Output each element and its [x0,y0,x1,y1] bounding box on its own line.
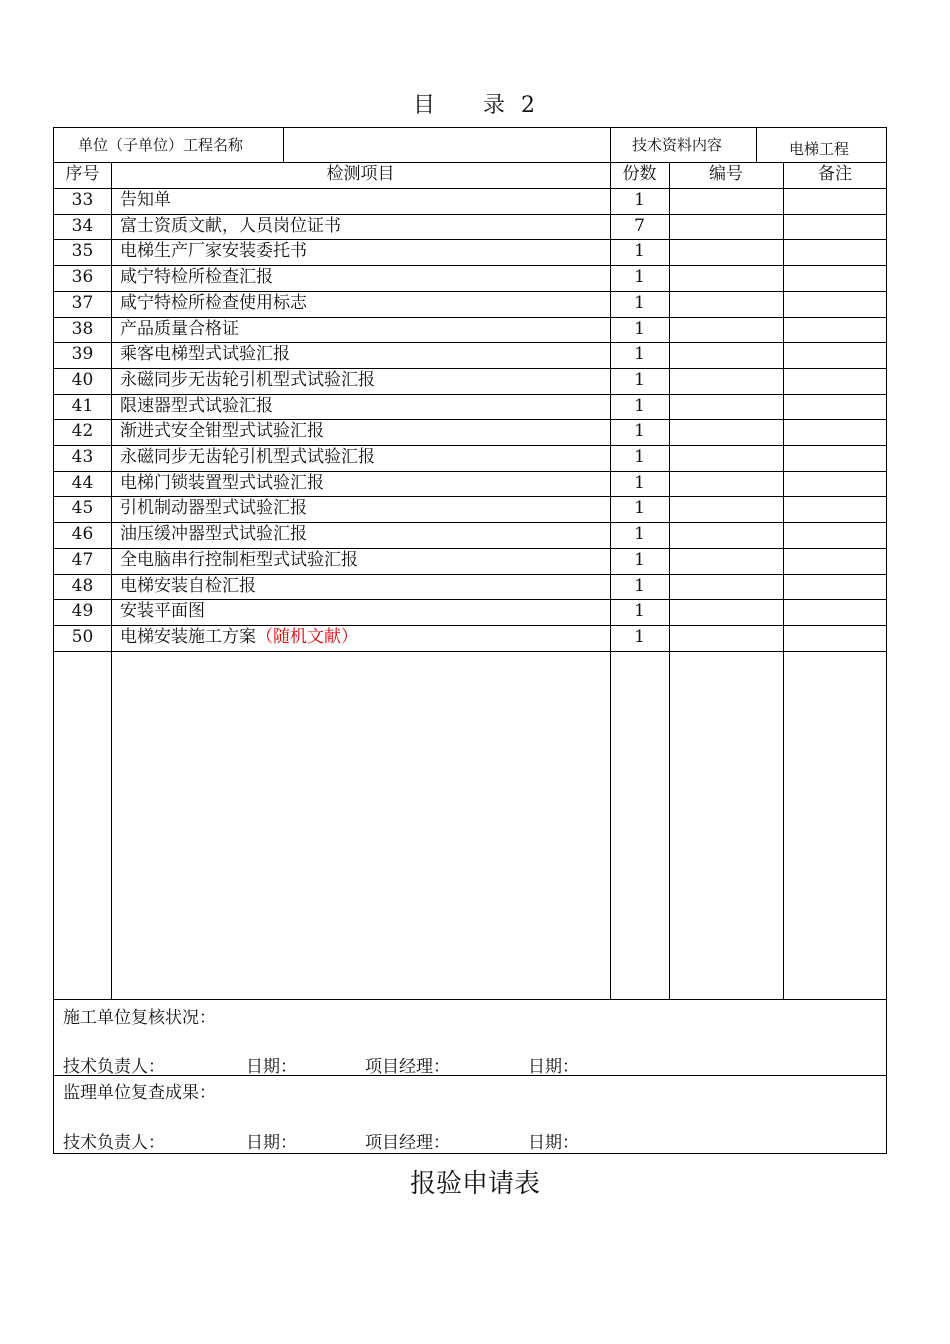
row-item-text: 永磁同步无齿轮引机型式试验汇报 [120,369,375,390]
row-item [120,548,358,573]
row-item [120,574,256,599]
row-seq: 39 [71,344,94,365]
row-copies: 1 [634,601,645,622]
row-item [120,625,358,650]
row-seq: 38 [71,318,94,339]
row-item [120,342,290,367]
supervision-pm: 项目经理： [365,1133,450,1153]
row-copies: 1 [634,267,645,288]
row-seq: 43 [71,447,94,467]
footer-title: 报验申请表 [409,1169,540,1199]
rule [54,1075,886,1076]
supervision-review-title: 监理单位复查成果： [63,1083,216,1103]
row-copies: 1 [634,292,645,313]
rule [54,651,886,652]
row-copies: 1 [634,472,645,493]
rule [283,128,284,162]
row-item-text: 告知单 [120,190,171,210]
row-copies: 1 [634,524,645,545]
row-item-text: 电梯安装自检汇报 [120,575,256,596]
row-copies: 1 [634,344,645,365]
row-copies: 1 [634,575,645,596]
row-item-text: 电梯生产厂家安装委托书 [120,241,307,262]
row-copies: 1 [634,447,645,467]
row-seq: 50 [71,626,94,647]
row-copies: 1 [634,498,645,519]
row-seq: 42 [71,421,94,442]
supervision-date-2: 日期： [528,1133,579,1153]
col-header-copies: 份数 [622,164,657,184]
row-seq: 45 [71,498,94,519]
row-seq: 40 [71,369,94,390]
row-item [120,265,273,290]
row-item-text: 咸宁特检所检查汇报 [120,267,273,288]
row-item-text: 油压缓冲器型式试验汇报 [120,524,307,545]
construction-tech-lead: 技术负责人： [63,1057,165,1077]
row-seq: 37 [71,292,94,313]
row-item-text: 安装平面图 [120,601,205,622]
unit-name-label: 单位（子单位）工程名称 [78,136,244,154]
row-copies: 1 [634,421,645,442]
row-item-text: 限速器型式试验汇报 [120,395,273,416]
row-item-note: （随机文献） [256,626,358,647]
row-item-text: 引机制动器型式试验汇报 [120,498,307,519]
tech-content-value: 电梯工程 [789,140,850,158]
row-item [120,188,171,213]
row-seq: 41 [71,395,94,416]
row-item-text: 电梯门锁装置型式试验汇报 [120,472,324,493]
row-item-text: 产品质量合格证 [120,318,239,339]
row-item [120,496,307,521]
row-item [120,471,324,496]
col-header-item: 检测项目 [326,164,395,184]
row-seq: 46 [71,524,94,545]
row-item [120,394,273,419]
supervision-tech-lead: 技术负责人： [63,1133,165,1153]
row-item [120,317,239,342]
row-item [120,419,324,444]
row-seq: 36 [71,267,94,288]
row-seq: 47 [71,549,94,570]
row-item-text: 渐进式安全钳型式试验汇报 [120,421,324,442]
rule [111,162,112,999]
row-copies: 1 [634,549,645,570]
catalog-table [53,127,887,1154]
row-item [120,239,307,264]
row-copies: 1 [634,626,645,647]
col-header-number: 编号 [709,164,743,184]
row-item-text: 咸宁特检所检查使用标志 [120,292,307,313]
rule [54,999,886,1000]
construction-date-1: 日期： [246,1057,297,1077]
construction-date-2: 日期： [528,1057,579,1077]
tech-content-label: 技术资料内容 [632,136,723,154]
row-copies: 1 [634,318,645,339]
rule [669,162,670,999]
construction-review-title: 施工单位复核状况： [63,1008,216,1028]
row-item [120,599,205,624]
row-item-text: 乘客电梯型式试验汇报 [120,344,290,365]
col-header-seq: 序号 [65,164,100,184]
row-item [120,522,307,547]
supervision-date-1: 日期： [246,1133,297,1153]
row-seq: 48 [71,575,94,596]
row-copies: 1 [634,369,645,390]
row-item [120,214,341,239]
row-seq: 34 [71,215,94,236]
construction-pm: 项目经理： [365,1057,450,1077]
row-item [120,368,375,393]
row-copies: 1 [634,241,645,262]
row-item-text: 电梯安装施工方案 [120,626,256,647]
row-copies: 1 [634,190,645,210]
row-seq: 35 [71,241,94,262]
row-item-text: 永磁同步无齿轮引机型式试验汇报 [120,447,375,467]
col-header-remark: 备注 [818,164,852,184]
title-char-1: 目 [412,93,437,118]
rule [610,128,611,162]
row-copies: 1 [634,395,645,416]
rule [783,162,784,999]
rule [54,188,886,189]
title-number: 2 [521,93,538,118]
row-item [120,291,307,316]
row-seq: 44 [71,472,94,493]
row-item [120,445,375,470]
row-item-text: 全电脑串行控制柜型式试验汇报 [120,549,358,570]
row-seq: 49 [71,601,94,622]
row-seq: 33 [71,190,94,210]
page-title [0,88,950,119]
title-char-2: 录 [483,93,508,118]
rule [756,128,757,162]
row-copies: 7 [634,215,645,236]
row-item-text: 富士资质文献，人员岗位证书 [120,215,341,236]
